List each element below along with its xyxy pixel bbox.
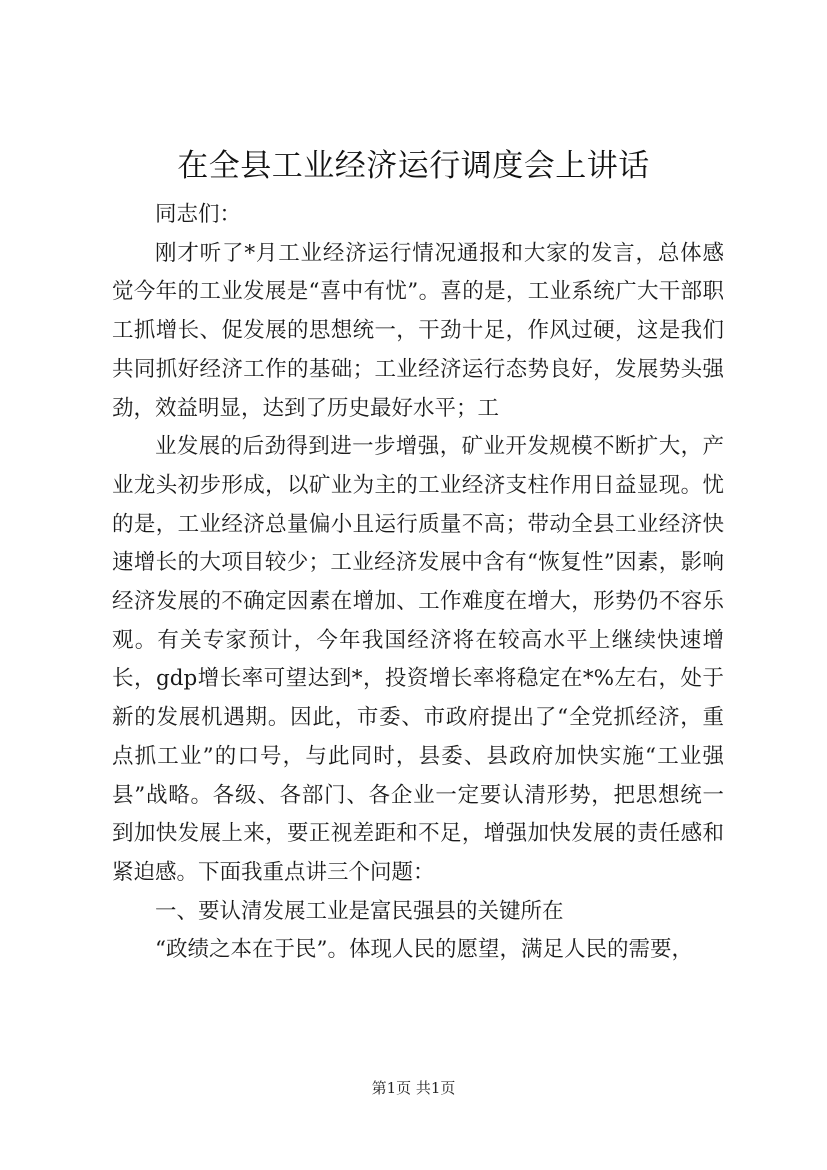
section-heading: 一、要认清发展工业是富民强县的关键所在: [155, 898, 564, 924]
paragraph: 刚才听了*月工业经济运行情况通报和大家的发言，总体感觉今年的工业发展是“喜中有忧”。喜的是，工业系统广大干部职工抓增长、促发展的思想统一，干劲十足，作风过硬，这是我们共同抓好经济工作的基础；工业经济运行态势良好，发展势头强劲，效益明显，达到了历史最好水平；工: [112, 240, 724, 421]
salutation: 同志们：: [155, 202, 242, 227]
paragraph: 业发展的后劲得到进一步增强，矿业开发规模不断扩大，产业龙头初步形成，以矿业为主的工业经济支柱作用日益显现。忧的是，工业经济总量偏小且运行质量不高；带动全县工业经济快速增长的大项目较少；工业经济发展中含有“恢复性”因素，影响经济发展的不确定因素在增加、工作难度在增大，形势仍不容乐观。有关专家预计，今年我国经济将在较高水平上继续快速增长，gdp增长率可望达到*，投资增长率将稳定在*%左右，处于新的发展机遇期。因此，市委、市政府提出了“全党抓经济，重点抓工业”的口号，与此同时，县委、县政府加快实施“工业强县”战略。各级、各部门、各企业一定要认清形势，把思想统一到加快发展上来，要正视差距和不足，增强加快发展的责任感和紧迫感。下面我重点讲三个问题：: [112, 434, 724, 885]
document-title: 在全县工业经济运行调度会上讲话: [177, 148, 650, 184]
page-number-footer: 第1页 共1页: [371, 1079, 456, 1097]
paragraph: “政绩之本在于民”。体现人民的愿望，满足人民的需要，: [155, 937, 693, 963]
document-body: [112, 196, 724, 970]
